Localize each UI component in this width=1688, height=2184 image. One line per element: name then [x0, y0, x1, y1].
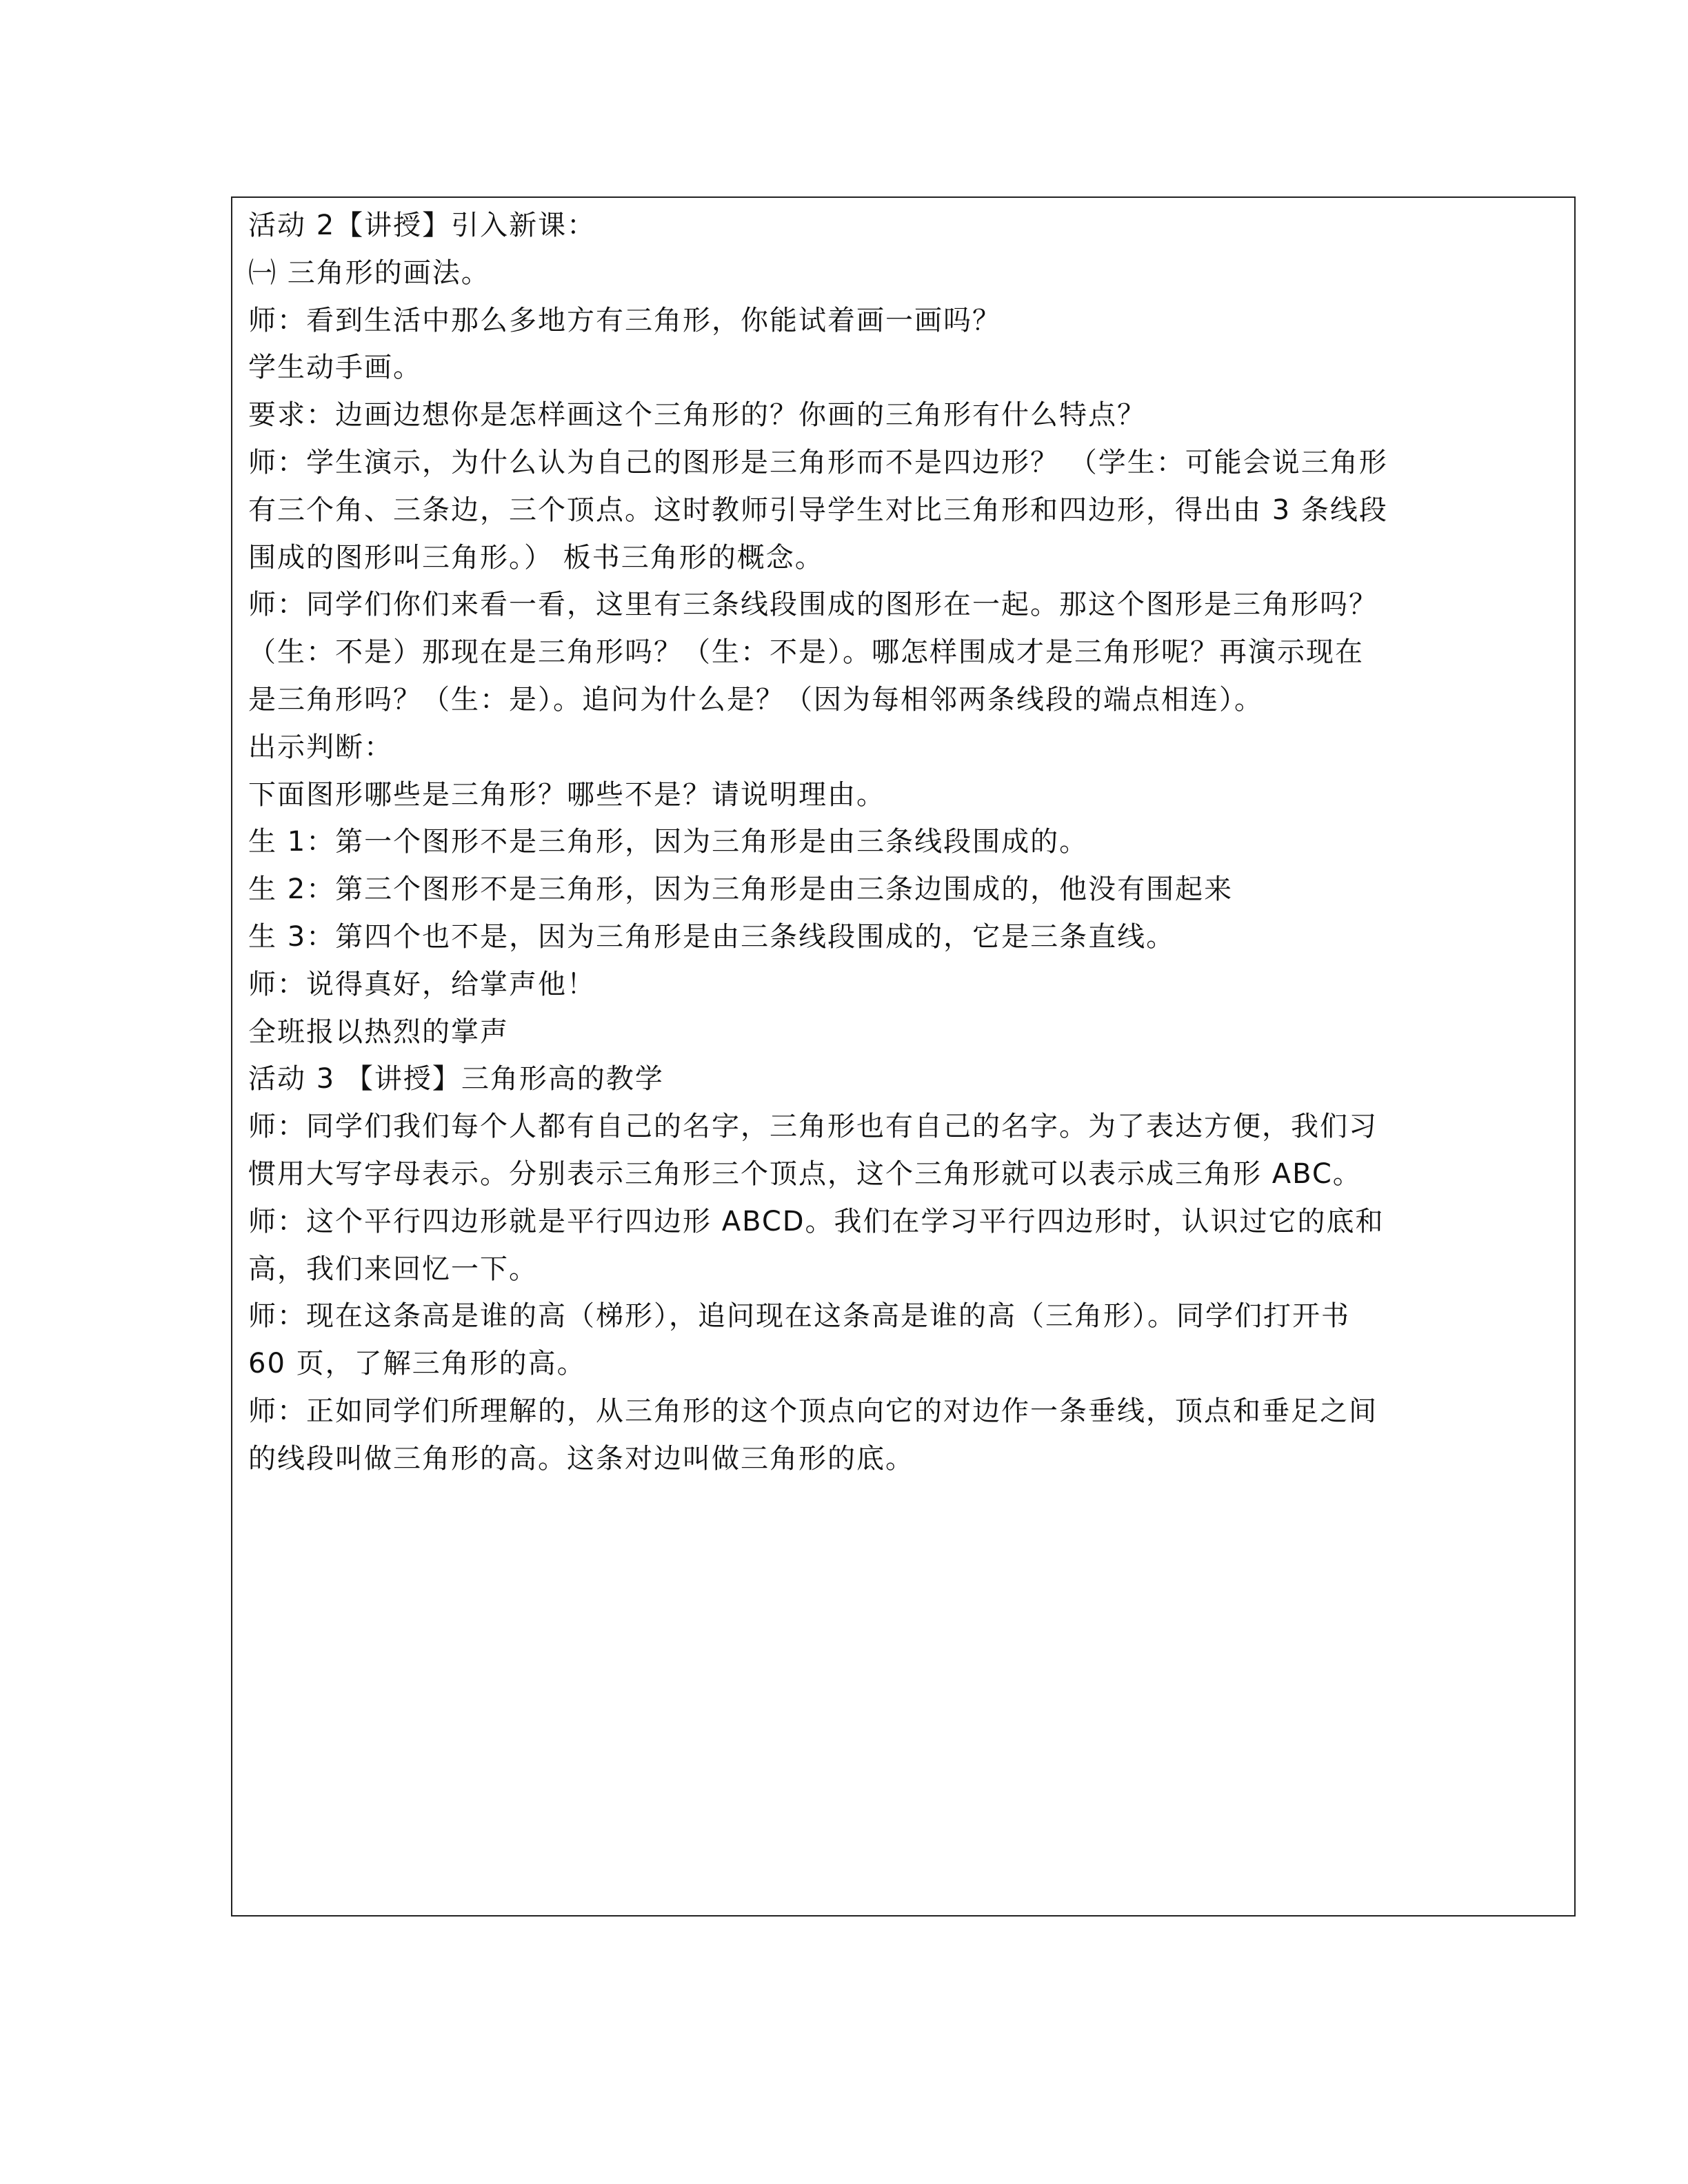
paragraph-line: 师：正如同学们所理解的，从三角形的这个顶点向它的对边作一条垂线，顶点和垂足之间: [248, 1395, 1378, 1427]
paragraph-line: 要求：边画边想你是怎样画这个三角形的？你画的三角形有什么特点？: [248, 399, 1146, 432]
heading-activity-3: 活动 3 【讲授】三角形高的教学: [248, 1063, 664, 1095]
paragraph-line: 高，我们来回忆一下。: [248, 1253, 538, 1285]
paragraph-line: 学生动手画。: [248, 352, 422, 384]
heading-activity-2: 活动 2【讲授】引入新课：: [248, 210, 596, 241]
paragraph-line: 师：现在这条高是谁的高（梯形），追问现在这条高是谁的高（三角形）。同学们打开书: [248, 1300, 1350, 1333]
paragraph-line: 师：学生演示，为什么认为自己的图形是三角形而不是四边形？ （学生：可能会说三角形: [248, 446, 1388, 478]
paragraph-line: 是三角形吗？（生：是）。追问为什么是？（因为每相邻两条线段的端点相连）。: [248, 683, 1263, 716]
paragraph-line: 师：说得真好，给掌声他！: [248, 968, 596, 1000]
paragraph-line: （生：不是）那现在是三角形吗？（生：不是）。哪怎样围成才是三角形呢？再演示现在: [248, 636, 1364, 669]
paragraph-line: 师：同学们我们每个人都有自己的名字，三角形也有自己的名字。为了表达方便，我们习: [248, 1111, 1378, 1143]
paragraph-line: 生 2：第三个图形不是三角形，因为三角形是由三条边围成的，他没有围起来: [248, 873, 1234, 906]
paragraph-line: 惯用大写字母表示。分别表示三角形三个顶点，这个三角形就可以表示成三角形 ABC。: [248, 1157, 1362, 1190]
paragraph-line: 出示判断：: [248, 731, 393, 763]
paragraph-line: 有三个角、三条边，三个顶点。这时教师引导学生对比三角形和四边形，得出由 3 条线段: [248, 494, 1388, 526]
paragraph-line: 师：这个平行四边形就是平行四边形 ABCD。我们在学习平行四边形时，认识过它的底和: [248, 1205, 1385, 1237]
document-body: [248, 202, 1558, 1483]
paragraph-line: 围成的图形叫三角形。） 板书三角形的概念。: [248, 541, 824, 574]
paragraph-line: 生 3：第四个也不是，因为三角形是由三条线段围成的，它是三条直线。: [248, 920, 1176, 953]
paragraph-line: 60 页，了解三角形的高。: [248, 1348, 586, 1380]
paragraph-line: 全班报以热烈的掌声: [248, 1015, 509, 1048]
paragraph-line: 生 1：第一个图形不是三角形，因为三角形是由三条线段围成的。: [248, 826, 1089, 858]
paragraph-line: 师：同学们你们来看一看，这里有三条线段围成的图形在一起。那这个图形是三角形吗？: [248, 589, 1378, 621]
paragraph-line: 下面图形哪些是三角形？哪些不是？请说明理由。: [248, 778, 885, 811]
paragraph-line: 的线段叫做三角形的高。这条对边叫做三角形的底。: [248, 1442, 914, 1475]
section-heading: ㈠ 三角形的画法。: [248, 256, 490, 289]
paragraph-line: 师：看到生活中那么多地方有三角形，你能试着画一画吗？: [248, 304, 1001, 336]
